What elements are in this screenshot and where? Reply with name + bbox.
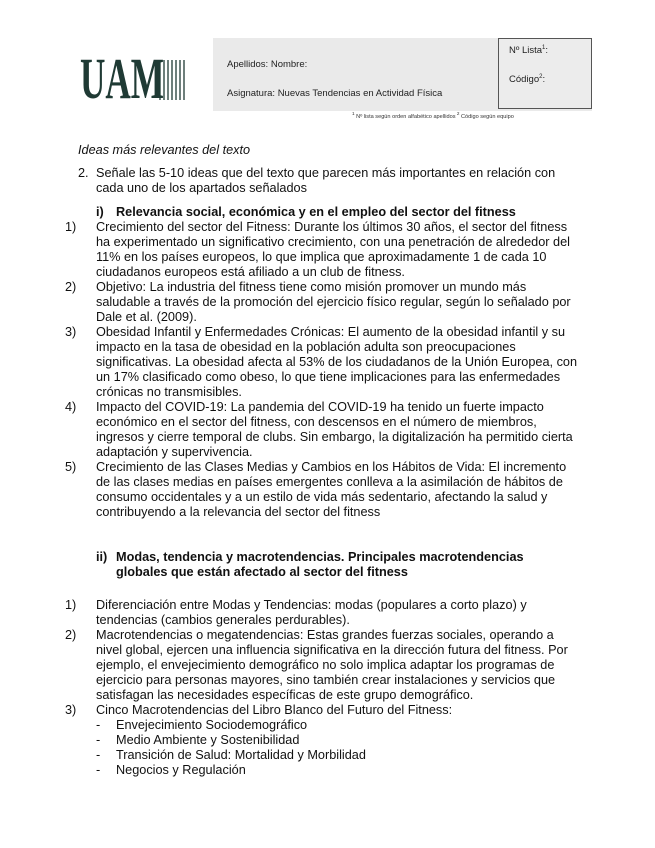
list-item: 1) Diferenciación entre Modas y Tendencias: modas (populares a corto plazo) y tendencias (cambios generales perdurables). (65, 598, 527, 627)
list-item: 5) Crecimiento de las Clases Medias y Cambios en los Hábitos de Vida: El incremento de las clases medias en países emergentes conlleva a la asimilación de hábitos de consumo occidentales y a un estilo de vida más sedentario, afectando la salud y contribuyendo a la relevancia del sector del fitness (65, 460, 567, 519)
document-body (65, 143, 578, 778)
apellidos-nombre-label: Apellidos: Nombre: (227, 59, 308, 70)
uam-logo (80, 46, 188, 111)
codigo-field: Código$^2$: (509, 74, 546, 86)
question-2 (78, 166, 578, 196)
list-item: 2) Macrotendencias o megatendencias: Estas grandes fuerzas sociales, operando a nivel global, ejercen una influencia significativa en la dirección futura del fitness. Por ejemplo, el envejecimiento demográfico no solo implica adaptar los programas de ejercicio para personas mayores, sino también crear instalaciones y servicios que satisfagan las necesidades específicas de este grupo demográfico. (65, 628, 568, 702)
lista-codigo-box (498, 38, 592, 109)
list-item: 1) Crecimiento del sector del Fitness: Durante los últimos 30 años, el sector del fitness ha experimentado un significativo crecimiento, con una penetración de alrededor del 11% en los países europeos, lo que implica que aproximadamente 1 de cada 10 ciudadanos europeos está afiliado a un club de fitness. (65, 220, 570, 279)
list-item: 3) Cinco Macrotendencias del Libro Blanco del Futuro del Fitness: (65, 703, 453, 717)
logo-m-stripes (160, 60, 184, 100)
sub-list-item: - Envejecimiento Sociodemográfico (96, 718, 308, 732)
question-text: Señale las 5-10 ideas que del texto que parecen más importantes en relación con cada uno de los apartados señalados (96, 166, 556, 195)
ideas-title: Ideas más relevantes del texto (78, 143, 251, 157)
logo-text: UAM (80, 46, 164, 111)
section-2-title: ii) Modas, tendencia y macrotendencias. Principales macrotendencias globales que están afectado al sector del fitness (96, 550, 524, 579)
question-number: 2. (78, 166, 89, 180)
header-footnote: $^1$ Nº lista según orden alfabético apellidos $^2$ Código según equipo (352, 111, 514, 120)
asignatura-label: Asignatura: Nuevas Tendencias en Actividad Física (227, 88, 443, 99)
sub-list-item: - Negocios y Regulación (96, 763, 246, 777)
list-item: 4) Impacto del COVID-19: La pandemia del COVID-19 ha tenido un fuerte impacto económico en el sector del fitness, con descensos en el número de miembros, ingresos y cierre temporal de clubs. Sin embargo, la digitalización ha permitido cierta adaptación y supervivencia. (65, 400, 573, 459)
list-item: 3) Obesidad Infantil y Enfermedades Crónicas: El aumento de la obesidad infantil y su impacto en la tasa de obesidad en la población adulta son preocupaciones significativas. La obesidad afecta al 53% de los ciudadanos de la Unión Europea, con un 17% clasificado como obeso, lo que tiene implicaciones para las enfermedades crónicas no transmisibles. (65, 325, 578, 399)
list-item: 2) Objetivo: La industria del fitness tiene como misión promover un mundo más saludable a través de la promoción del ejercicio físico regular, según lo señalado por Dale et al. (2009). (65, 280, 571, 324)
sub-list-item: - Medio Ambiente y Sostenibilidad (96, 733, 300, 747)
sub-list-item: - Transición de Salud: Mortalidad y Morbilidad (96, 748, 366, 762)
lista-field: Nº Lista$^1$: (509, 45, 549, 57)
section-1-title: i) Relevancia social, económica y en el empleo del sector del fitness (96, 205, 516, 219)
